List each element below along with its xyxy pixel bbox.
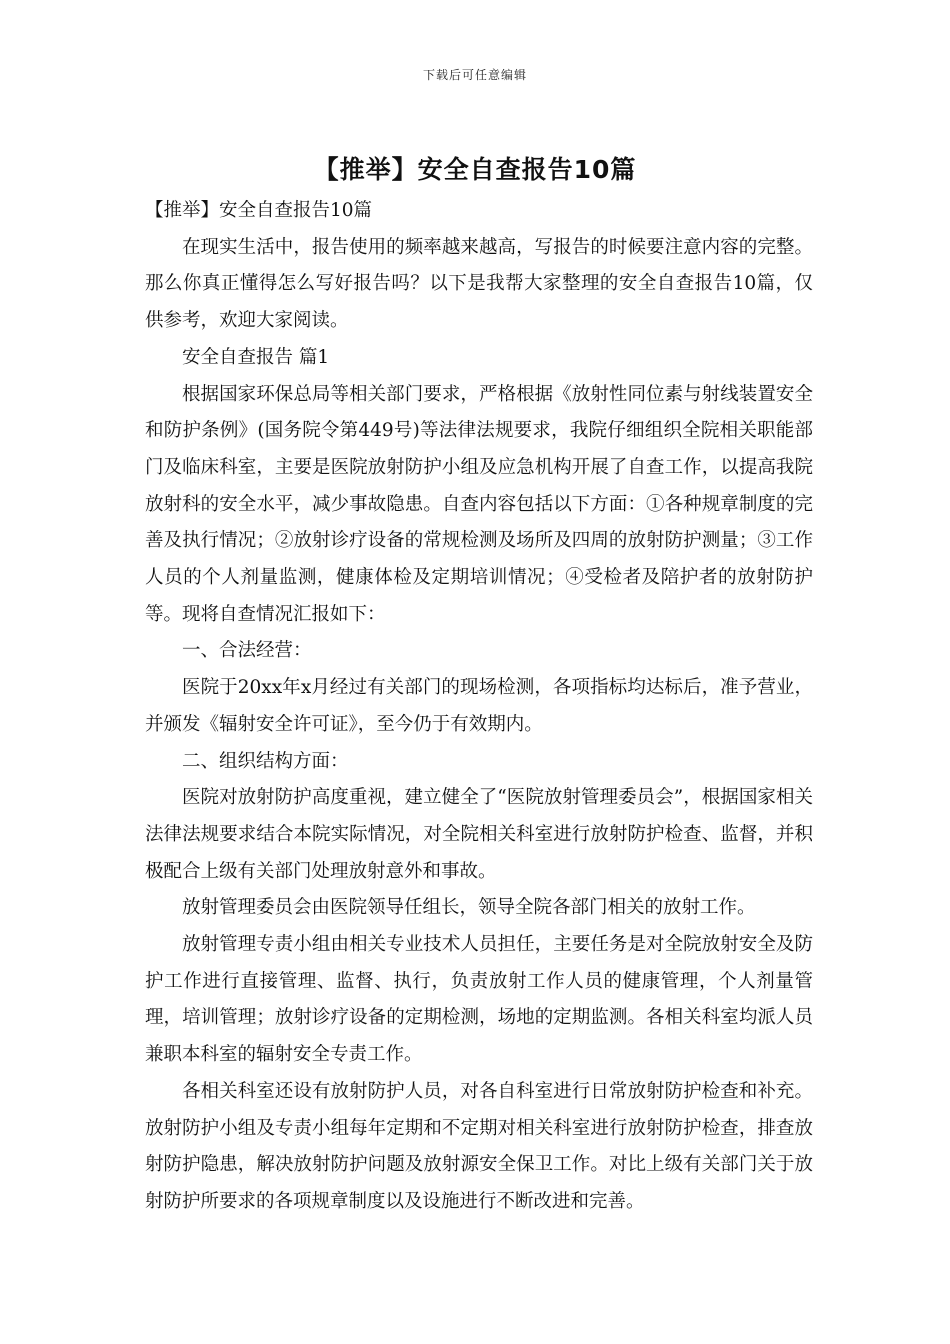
section-heading-report-1: 安全自查报告 篇1 xyxy=(182,346,330,368)
section-heading-legal-operation: 一、合法经营： xyxy=(182,640,312,662)
document-title: 【推举】安全自查报告10篇 xyxy=(313,155,637,184)
paragraph-background: 根据国家环保总局等相关部门要求，严格根据《放射性同位素与射线装置安全和防护条例》(国务院令第449号)等法律法规要求，我院仔细组织全院相关职能部门及临床科室，主要是医院放射防护小组及应急机构开展了自查工作，以提高我院放射科的安全水平，减少事故隐患。自查内容包括以下方面：①各种规章制度的完善及执行情况；②放射诊疗设备的常规检测及场所及四周的放射防护测量；③工作人员的个人剂量监测，健康体检及定期培训情况；④受检者及陪护者的放射防护等。现将自查情况汇报如下： xyxy=(145,383,813,625)
paragraph-legal-operation: 医院于20xx年x月经过有关部门的现场检测，各项指标均达标后，准予营业，并颁发《辐射安全许可证》，至今仍于有效期内。 xyxy=(145,677,813,735)
paragraph-intro: 在现实生活中，报告使用的频率越来越高，写报告的时候要注意内容的完整。那么你真正懂得怎么写好报告吗？以下是我帮大家整理的安全自查报告10篇，仅供参考，欢迎大家阅读。 xyxy=(145,236,813,332)
header-note: 下载后可任意编辑 xyxy=(422,68,527,82)
document-body xyxy=(145,193,813,1221)
paragraph-committee: 放射管理委员会由医院领导任组长，领导全院各部门相关的放射工作。 xyxy=(182,897,756,919)
paragraph-special-team: 放射管理专责小组由相关专业技术人员担任，主要任务是对全院放射安全及防护工作进行直接管理、监督、执行，负责放射工作人员的健康管理，个人剂量管理，培训管理；放射诊疗设备的定期检测，场地的定期监测。各相关科室均派人员兼职本科室的辐射安全专责工作。 xyxy=(145,934,813,1066)
paragraph-subtitle: 【推举】安全自查报告10篇 xyxy=(145,200,373,221)
section-heading-organization: 二、组织结构方面： xyxy=(182,750,349,772)
paragraph-department-staff: 各相关科室还设有放射防护人员，对各自科室进行日常放射防护检查和补充。 放射防护小组及专责小组每年定期和不定期对相关科室进行放射防护检查，排查放射防护隐患，解决放射防护问题及放射源安全保卫工作。对比上级有关部门关于放射防护所要求的各项规章制度以及设施进行不断改进和完善。 xyxy=(145,1080,813,1212)
paragraph-organization: 医院对放射防护高度重视，建立健全了“医院放射管理委员会”，根据国家相关法律法规要求结合本院实际情况，对全院相关科室进行放射防护检查、监督，并积极配合上级有关部门处理放射意外和事故。 xyxy=(145,787,813,882)
